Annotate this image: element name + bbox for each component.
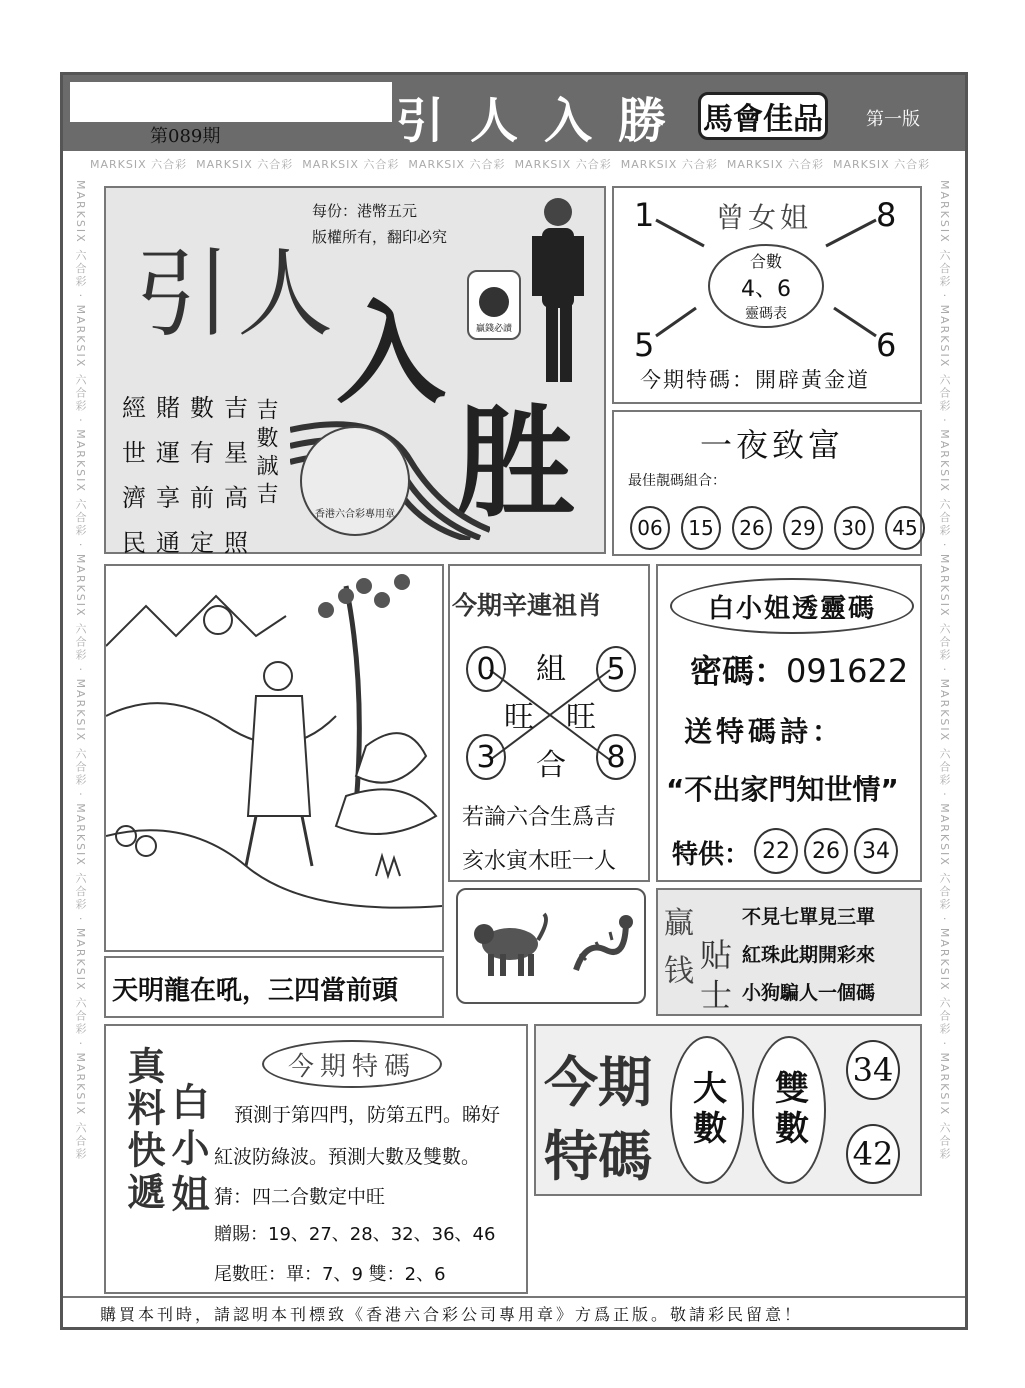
info-line5: 尾數旺：單：7、9 雙：2、6 bbox=[214, 1264, 446, 1285]
zodiac-left: 旺 bbox=[504, 700, 534, 735]
dragon-image bbox=[566, 910, 636, 980]
bai-code-label: 密碼： bbox=[690, 652, 787, 690]
sister-special: 今期特碼：開辟黃金道 bbox=[640, 368, 870, 392]
tips-left-2: 钱 bbox=[664, 954, 694, 989]
info-line3: 猜：四二合數定中旺 bbox=[214, 1186, 386, 1208]
cover-price: 每份：港幣五元 bbox=[312, 202, 418, 220]
bai-poem: “不出家門知世情” bbox=[666, 773, 899, 806]
zodiac-tl: 0 bbox=[466, 646, 506, 692]
zodiac-top: 組 bbox=[536, 652, 566, 687]
bai-special-nums bbox=[754, 828, 898, 874]
zodiac-bl: 3 bbox=[466, 734, 506, 780]
poem-row: 民通定照 bbox=[122, 529, 258, 557]
cover-poem bbox=[122, 386, 258, 566]
bai-code-row bbox=[690, 646, 908, 692]
poem-row: 濟享前高 bbox=[122, 484, 258, 512]
special-big-oval bbox=[670, 1036, 744, 1184]
info-vert-1: 真料快遞 bbox=[121, 1046, 165, 1214]
watermark-col-left: MARKSIX 六合彩 · MARKSIX 六合彩 · MARKSIX 六合彩 · MARKSIX 六合彩 · MARKSIX 六合彩 · MARKSIX 六合彩 · MARKSIX 六合彩 · MARKSIX 六合彩 bbox=[74, 180, 87, 1161]
zodiac-br: 8 bbox=[596, 734, 636, 780]
info-tag: 今期特碼 bbox=[287, 1051, 416, 1082]
rich-numbers bbox=[630, 506, 925, 550]
info-line4: 贈賜：19、27、28、32、36、46 bbox=[214, 1224, 496, 1245]
cover-title-3: 胜 bbox=[455, 395, 575, 534]
zodiac-line1: 若論六合生爲吉 bbox=[462, 805, 617, 830]
info-vert-2: 白小姐 bbox=[165, 1082, 209, 1220]
illustration-caption: 天明龍在吼，三四當前頭 bbox=[112, 976, 399, 1006]
bai-poem-label: 送特碼詩： bbox=[684, 715, 845, 748]
special-double-oval bbox=[752, 1036, 826, 1184]
stamp-oval bbox=[300, 426, 410, 536]
tiger-image bbox=[470, 910, 550, 980]
zodiac-bottom: 合 bbox=[536, 748, 566, 783]
bai-code: 091622 bbox=[786, 652, 909, 690]
info-line1: 預測于第四門，防第五門。睇好 bbox=[234, 1104, 501, 1126]
rich-number: 15 bbox=[681, 506, 721, 550]
special-num2: 42 bbox=[846, 1124, 900, 1184]
badge-label: 馬會佳品 bbox=[703, 102, 823, 137]
special-title-2: 特碼 bbox=[544, 1125, 652, 1188]
watermark-col-right: MARKSIX 六合彩 · MARKSIX 六合彩 · MARKSIX 六合彩 · MARKSIX 六合彩 · MARKSIX 六合彩 · MARKSIX 六合彩 · MARKSIX 六合彩 · MARKSIX 六合彩 bbox=[938, 180, 951, 1161]
rich-subtitle: 最佳靚碼組合： bbox=[628, 473, 726, 489]
sister-n6: 6 bbox=[876, 326, 897, 364]
special-big: 大數 bbox=[686, 1070, 727, 1150]
rich-number: 06 bbox=[630, 506, 670, 550]
poem-row: 經賭數吉 bbox=[122, 394, 258, 422]
center-bot: 靈碼表 bbox=[745, 306, 787, 322]
landscape-illustration bbox=[106, 566, 442, 950]
header-badge bbox=[698, 92, 828, 140]
header-white-box bbox=[70, 82, 392, 122]
center-mid: 4、6 bbox=[741, 277, 791, 302]
header-title: 引人入勝 bbox=[396, 93, 693, 149]
poem-row: 世運有星 bbox=[122, 439, 258, 467]
sister-n1: 1 bbox=[634, 196, 655, 234]
sister-center-oval bbox=[708, 244, 824, 328]
edition-label: 第一版 bbox=[866, 109, 920, 130]
bai-title-oval bbox=[670, 578, 914, 634]
info-line2: 紅波防綠波。預測大數及雙數。 bbox=[214, 1146, 481, 1168]
cover-title-1: 引人 bbox=[135, 238, 339, 350]
bai-special-num: 34 bbox=[854, 828, 898, 874]
sister-n8: 8 bbox=[876, 196, 897, 234]
seal-icon bbox=[467, 270, 521, 340]
special-num1: 34 bbox=[846, 1040, 900, 1100]
tips-left-1: 贏 bbox=[664, 906, 694, 941]
sister-n5: 5 bbox=[634, 326, 655, 364]
zodiac-tr: 5 bbox=[596, 646, 636, 692]
tips-line1: 不見七單見三單 bbox=[742, 906, 876, 928]
tips-mid-2: 士 bbox=[700, 976, 733, 1014]
zodiac-right: 旺 bbox=[566, 700, 596, 735]
stamp-label: 香港六合彩專用章 bbox=[315, 509, 395, 520]
center-top: 合數 bbox=[749, 252, 782, 271]
man-figure-image bbox=[522, 192, 592, 392]
rich-number: 26 bbox=[732, 506, 772, 550]
rich-number: 45 bbox=[885, 506, 925, 550]
special-title-1: 今期 bbox=[544, 1051, 652, 1114]
cover-side-poem: 吉數誠吉 bbox=[253, 398, 278, 510]
bai-special-num: 22 bbox=[754, 828, 798, 874]
bai-special-label: 特供： bbox=[672, 840, 751, 870]
sister-name: 曾女姐 bbox=[716, 201, 813, 234]
cover-copyright: 版權所有，翻印必究 bbox=[312, 228, 448, 246]
zodiac-title: 今期辛連祖肖 bbox=[452, 591, 603, 620]
seal-label: 贏錢必讀 bbox=[475, 324, 512, 334]
cover-title-2: 入 bbox=[336, 290, 446, 418]
rich-number: 30 bbox=[834, 506, 874, 550]
footer-text: 購買本刊時，請認明本刊標致《香港六合彩公司專用章》方爲正版。敬請彩民留意！ bbox=[100, 1305, 804, 1324]
zodiac-line2: 亥水寅木旺一人 bbox=[462, 849, 617, 874]
rich-number: 29 bbox=[783, 506, 823, 550]
bai-title: 白小姐透靈碼 bbox=[707, 593, 876, 624]
special-double: 雙數 bbox=[768, 1070, 809, 1150]
tips-line2: 紅珠此期開彩來 bbox=[742, 944, 876, 966]
info-tag-oval bbox=[262, 1040, 442, 1088]
bai-special-num: 26 bbox=[804, 828, 848, 874]
issue-label: 第089期 bbox=[150, 126, 221, 147]
rich-title: 一夜致富 bbox=[700, 426, 845, 464]
watermark-row-top: MARKSIX 六合彩 MARKSIX 六合彩 MARKSIX 六合彩 MARKSIX 六合彩 MARKSIX 六合彩 MARKSIX 六合彩 MARKSIX 六合彩 MARKSIX 六合彩 bbox=[90, 158, 930, 171]
tips-mid-1: 贴 bbox=[700, 936, 733, 974]
tips-line3: 小狗騙人一個碼 bbox=[742, 982, 876, 1004]
